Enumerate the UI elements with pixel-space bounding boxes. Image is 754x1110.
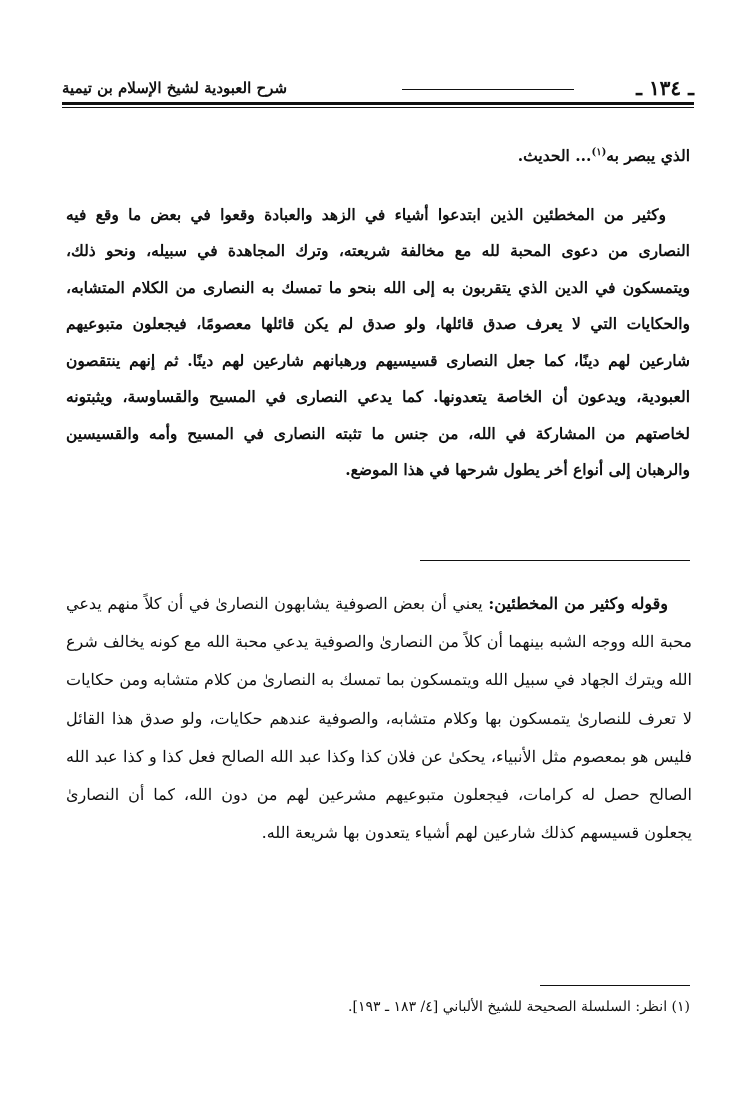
footnote-separator <box>540 985 690 986</box>
main-text <box>66 138 690 489</box>
page-number: ـ ١٣٤ ـ <box>636 76 694 100</box>
running-title: شرح العبودية لشيخ الإسلام بن تيمية <box>62 79 288 97</box>
header-rule-thin <box>62 107 694 108</box>
opening-line-tail: ... الحديث. <box>517 146 592 165</box>
commentary-lead: وقوله وكثير من المخطئين: <box>488 594 669 613</box>
commentary-body: يعني أن بعض الصوفية يشابهون النصارىٰ في أن كلاً منهم يدعي محبة الله ووجه الشبه بينهما أن كلاً من النصارىٰ والصوفية يدعي محبة الله مع كونه يخالف شرع الله ويترك الجهاد في سبيل الله ويتمسكون بما تمسك به النصارىٰ من كلام متشابه ومن حكايات لا تعرف للنصارىٰ يتمسكون بها وكلام متشابه، والصوفية عندهم حكايات، ولو صدق هذا القائل فليس هو بمعصوم مثل الأنبياء، يحكىٰ عن فلان كذا وكذا عبد الله الصالح فعل كذا و كذا عبد الله الصالح حصل له كرامات، فيجعلون متبوعيهم مشرعين لهم من دون الله، كما أن النصارىٰ يجعلون قسيسهم كذلك شارعين لهم أشياء يتعدون بها شريعة الله. <box>66 594 692 843</box>
footnote-marker: (١) <box>591 146 607 158</box>
footnote: (١) انظر: السلسلة الصحيحة للشيخ الألباني [٤/ ١٨٣ ـ ١٩٣]. <box>348 999 690 1015</box>
commentary-text <box>66 585 692 852</box>
opening-line <box>66 138 690 175</box>
commentary-paragraph <box>66 585 692 852</box>
main-paragraph: وكثير من المخطئين الذين ابتدعوا أشياء في الزهد والعبادة وقعوا في بعض ما وقع فيه النصارى من دعوى المحبة لله مع مخالفة شريعته، وترك المجاهدة في سبيله، ونحو ذلك، ويتمسكون في الدين الذي يتقربون به إلى الله بنحو ما تمسك به النصارى من الكلام المتشابه، والحكايات التي لا يعرف صدق قائلها، ولو صدق لم يكن قائلها معصومًا، فيجعلون متبوعيهم شارعين لهم دينًا، كما جعل النصارى قسيسيهم ورهبانهم شارعين لهم دينًا. ثم إنهم ينتقصون العبودية، ويدعون أن الخاصة يتعدونها. كما يدعي النصارى في المسيح والقساوسة، ويثبتونه لخاصتهم من المشاركة في الله، من جنس ما تثبته النصارى في المسيح وأمه والقسيسين والرهبان إلى أنواع أخر يطول شرحها في هذا الموضع. <box>66 204 690 479</box>
opening-line-text: الذي يبصر به <box>606 146 690 165</box>
section-separator <box>420 560 690 561</box>
running-header <box>62 74 694 104</box>
header-dash-line <box>402 89 574 90</box>
header-rule <box>62 102 694 105</box>
